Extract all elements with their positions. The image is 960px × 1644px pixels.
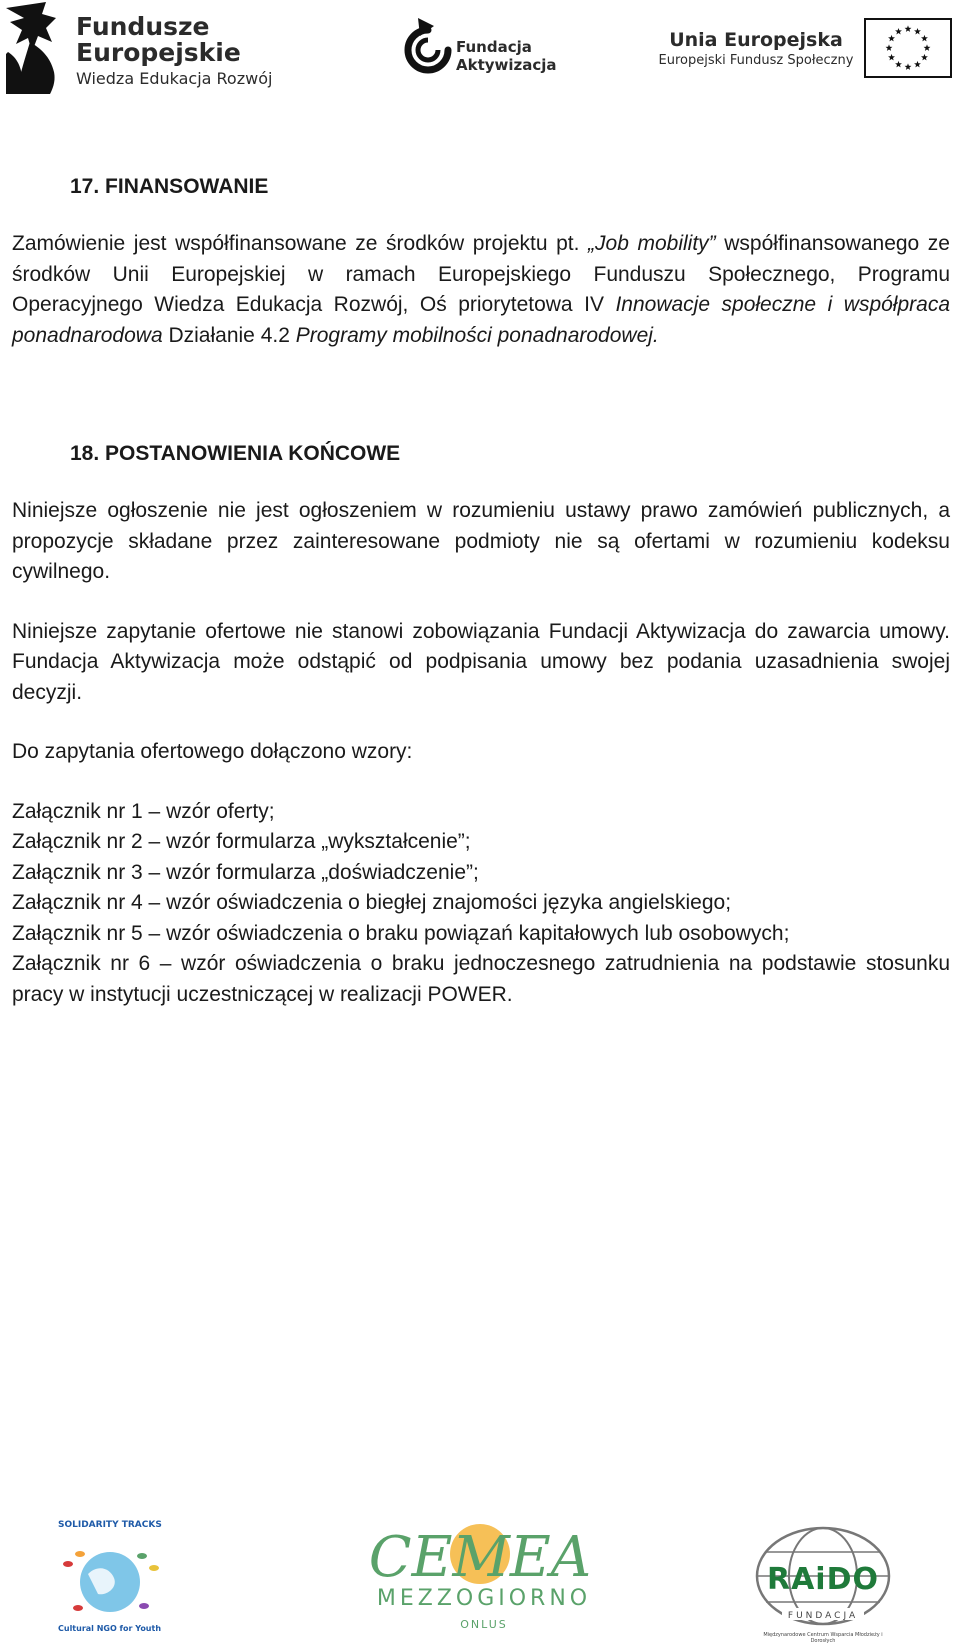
fe-logo-line2: Europejskie bbox=[76, 38, 241, 67]
ue-logo-text bbox=[652, 28, 860, 70]
header-logos bbox=[0, 0, 960, 110]
fa-logo-text bbox=[456, 38, 557, 74]
circular-arrow-icon bbox=[404, 16, 452, 78]
fa-logo-line2: Aktywizacja bbox=[456, 56, 557, 74]
fundusze-europejskie-logo bbox=[6, 2, 276, 98]
attachment-item: Załącznik nr 1 – wzór oferty; bbox=[12, 799, 275, 823]
attachment-item: Załącznik nr 2 – wzór formularza „wykształcenie”; bbox=[12, 830, 471, 853]
section-18-paragraph-3: Do zapytania ofertowego dołączono wzory: bbox=[12, 740, 413, 763]
section-17-heading: 17. FINANSOWANIE bbox=[70, 175, 269, 198]
cemea-subtitle: MEZZOGIORNO bbox=[376, 1586, 592, 1611]
eu-flag-stars-icon bbox=[864, 18, 952, 78]
raido-subtitle: FUNDACJA bbox=[787, 1611, 859, 1621]
s17-programy: Programy mobilności ponadnarodowej bbox=[295, 323, 653, 347]
raido-wordmark: RAiDO bbox=[766, 1562, 879, 1597]
attachment-item: Załącznik nr 3 – wzór formularza „doświadczenie”; bbox=[12, 860, 479, 884]
cemea-onlus: ONLUS bbox=[460, 1618, 508, 1631]
globe-footprints-icon bbox=[58, 1534, 168, 1624]
ue-logo-line2: Europejski Fundusz Społeczny bbox=[658, 53, 854, 68]
attachments-list bbox=[12, 797, 950, 1011]
raido-sub-band bbox=[752, 1608, 894, 1622]
fe-logo-line1: Fundusze bbox=[76, 12, 210, 41]
fundacja-aktywizacja-logo bbox=[404, 16, 574, 86]
footer-logos bbox=[0, 1520, 960, 1644]
solidarity-tracks-subtitle: Cultural NGO for Youth bbox=[58, 1624, 162, 1633]
s17-job-mobility: „Job mobility” bbox=[588, 232, 716, 255]
unia-europejska-logo bbox=[652, 18, 952, 84]
raido-caption: Międzynarodowe Centrum Wsparcia Młodzieży i Dorosłych bbox=[763, 1632, 883, 1644]
fe-star-figure-icon bbox=[6, 2, 64, 94]
fe-logo-line3: Wiedza Edukacja Rozwój bbox=[76, 69, 273, 88]
cemea-mezzogiorno-logo bbox=[360, 1520, 600, 1644]
s17-text-2: współfinansowanego ze środków Unii Europejskiej w ramach Europejskiego Funduszu Społecznego, Programu Operacyjnego Wiedza Edukacja Rozwój, Oś priorytetowa IV bbox=[12, 232, 950, 316]
raido-fundacja-logo bbox=[752, 1524, 902, 1642]
solidarity-tracks-title: SOLIDARITY TRACKS bbox=[58, 1520, 162, 1530]
s17-text-1: Zamówienie jest współfinansowane ze środków projektu pt. bbox=[12, 232, 589, 255]
cemea-wordmark: CEMEA bbox=[368, 1525, 592, 1590]
s17-innowacje: Innowacje społeczne i współpraca ponadnarodowa bbox=[12, 293, 951, 347]
attachment-item: Załącznik nr 6 – wzór oświadczenia o braku jednoczesnego zatrudnienia na podstawie stosunku pracy w instytucji uczestniczącej w realizacji POWER. bbox=[12, 952, 950, 1006]
sun-icon bbox=[360, 1520, 600, 1590]
section-18-heading: 18. POSTANOWIENIA KOŃCOWE bbox=[70, 442, 401, 465]
attachment-item: Załącznik nr 5 – wzór oświadczenia o braku powiązań kapitałowych lub osobowych; bbox=[12, 921, 790, 945]
section-18-paragraph-2: Niniejsze zapytanie ofertowe nie stanowi zobowiązania Fundacji Aktywizacja do zawarcia umowy. Fundacja Aktywizacja może odstąpić od podpisania umowy bez podania uzasadnienia swojej decyzji. bbox=[12, 619, 950, 704]
fe-logo-text bbox=[76, 14, 272, 90]
solidarity-tracks-logo bbox=[58, 1520, 168, 1644]
attachment-item: Załącznik nr 4 – wzór oświadczenia o biegłej znajomości języka angielskiego; bbox=[12, 891, 732, 914]
section-17-paragraph bbox=[12, 229, 950, 351]
ue-logo-line1: Unia Europejska bbox=[669, 29, 843, 51]
s17-end: . bbox=[652, 323, 659, 347]
section-18-paragraph-1: Niniejsze ogłoszenie nie jest ogłoszeniem w rozumieniu ustawy prawo zamówień publicznych, a propozycje składane przez zainteresowane podmioty nie są ofertami w rozumieniu kodeksu cywilnego. bbox=[12, 499, 950, 583]
fa-logo-line1: Fundacja bbox=[456, 38, 532, 56]
document-body bbox=[12, 172, 950, 1010]
s17-dzialanie: Działanie 4.2 bbox=[162, 323, 296, 347]
